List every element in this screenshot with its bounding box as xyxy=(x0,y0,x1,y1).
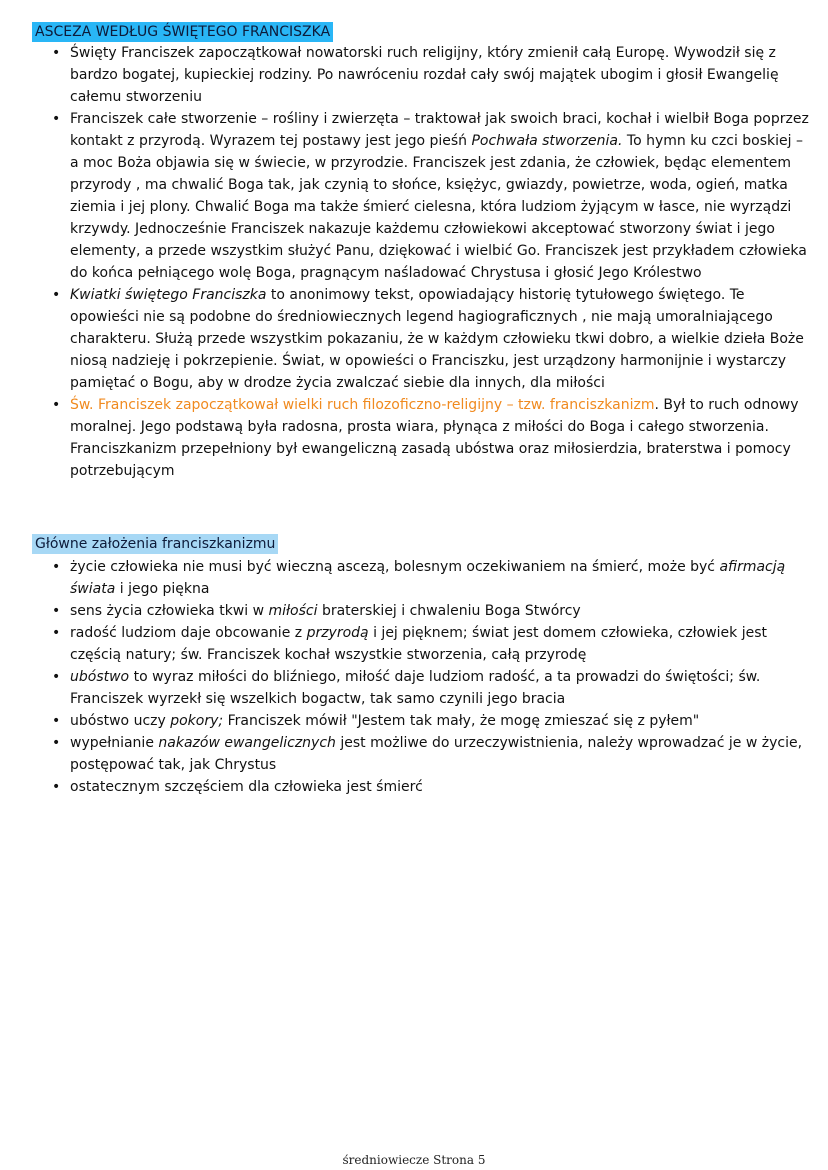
section-heading-asceza: ASCEZA WEDŁUG ŚWIĘTEGO FRANCISZKA xyxy=(32,22,333,42)
list-item: • ubóstwo to wyraz miłości do bliźniego, miłość daje ludziom radość, a ta prowadzi do świętości; św. Franciszek wyrzekł się wszelkich bogactw, tak samo czynili jego bracia xyxy=(52,666,812,710)
asceza-bullet-list xyxy=(52,42,812,482)
italic-title: Pochwała stworzenia. xyxy=(471,133,623,149)
section-heading-zalozenia: Główne założenia franciszkanizmu xyxy=(32,534,278,554)
list-item: • Franciszek całe stworzenie – rośliny i zwierzęta – traktował jak swoich braci, kochał i wielbił Boga poprzez kontakt z przyrodą. Wyrazem tej postawy jest jego pieśń Pochwała stworzenia. To hymn ku czci boskiej – a moc Boża objawia się w świecie, w przyrodzie. Franciszek jest zdania, że człowiek, będąc elementem przyrody , ma chwalić Boga tak, jak czynią to słońce, księżyc, gwiazdy, powietrze, woda, ogień, matka ziemia i jej plony. Chwalić Boga ma także śmierć cielesna, która ludziom żyjącym w łasce, nie wyrządzi krzywdy. Jednocześnie Franciszek nakazuje każdemu człowiekowi akceptować stworzony świat i jego elementy, a przede wszystkim służyć Panu, dziękować i wielbić Go. Franciszek jest przykładem człowieka do końca pełniącego wolę Boga, pragnącym naśladować Chrystusa i głosić Jego Królestwo xyxy=(52,108,812,284)
list-item: • ubóstwo uczy pokory; Franciszek mówił "Jestem tak mały, że mogę zmieszać się z pyłem" xyxy=(52,710,812,732)
list-item: • wypełnianie nakazów ewangelicznych jest możliwe do urzeczywistnienia, należy wprowadzać je w życie, postępować tak, jak Chrystus xyxy=(52,732,812,776)
list-item: • radość ludziom daje obcowanie z przyrodą i jej pięknem; świat jest domem człowieka, człowiek jest częścią natury; św. Franciszek kochał wszystkie stworzenia, całą przyrodę xyxy=(52,622,812,666)
zalozenia-bullet-list xyxy=(52,556,812,798)
page-footer: średniowiecze Strona 5 xyxy=(342,1153,486,1167)
list-item: • Święty Franciszek zapoczątkował nowatorski ruch religijny, który zmienił całą Europę. Wywodził się z bardzo bogatej, kupieckiej rodziny. Po nawróceniu rozdał cały swój majątek ubogim i głosił Ewangelię całemu stworzeniu xyxy=(52,42,812,108)
list-item: • Św. Franciszek zapoczątkował wielki ruch filozoficzno-religijny – tzw. franciszkanizm. Był to ruch odnowy moralnej. Jego podstawą była radosna, prosta wiara, płynąca z miłości do Boga i całego stworzenia. Franciszkanizm przepełniony był ewangeliczną zasadą ubóstwa oraz miłosierdzia, braterstwa i pomocy potrzebującym xyxy=(52,394,812,482)
list-item: • ostatecznym szczęściem dla człowieka jest śmierć xyxy=(52,776,812,798)
highlighted-text: Św. Franciszek zapoczątkował wielki ruch filozoficzno-religijny – tzw. franciszkanizm xyxy=(70,397,655,413)
list-item: • sens życia człowieka tkwi w miłości braterskiej i chwaleniu Boga Stwórcy xyxy=(52,600,812,622)
list-item: • życie człowieka nie musi być wieczną ascezą, bolesnym oczekiwaniem na śmierć, może być afirmacją świata i jego piękna xyxy=(52,556,812,600)
list-item: • Kwiatki świętego Franciszka to anonimowy tekst, opowiadający historię tytułowego świętego. Te opowieści nie są podobne do średniowiecznych legend hagiograficznych , nie mają umoralniającego charakteru. Służą przede wszystkim pokazaniu, że w każdym człowieku tkwi dobro, a wielkie dzieła Boże niosą nadzieję i pokrzepienie. Świat, w opowieści o Franciszku, jest urządzony harmonijnie i wystarczy pamiętać o Bogu, aby w drodze życia zwalczać siebie dla innych, dla miłości xyxy=(52,284,812,394)
italic-title: Kwiatki świętego Franciszka xyxy=(70,287,267,303)
